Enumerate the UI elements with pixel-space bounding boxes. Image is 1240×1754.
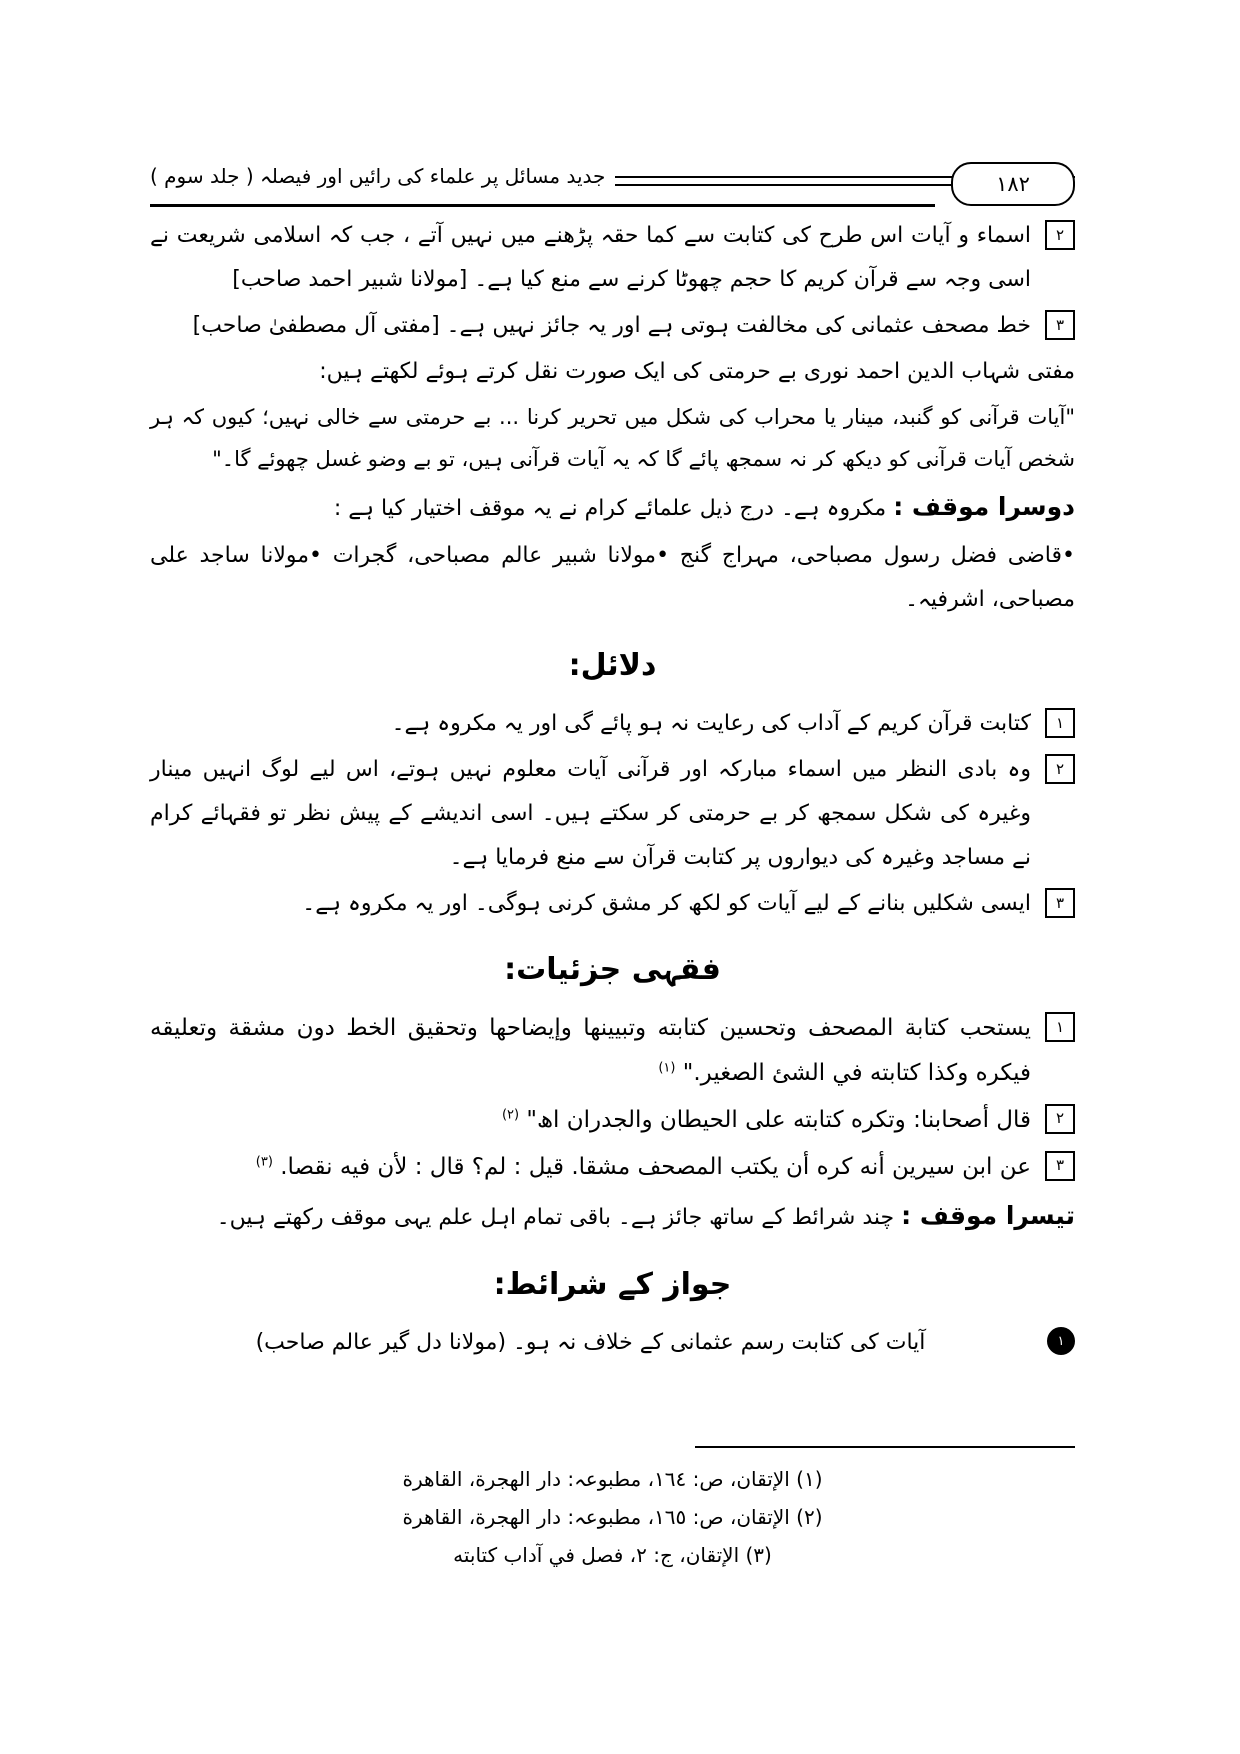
- intro-line: مفتی شہاب الدین احمد نوری بے حرمتی کی ایک صورت نقل کرتے ہوئے لکھتے ہیں:: [319, 359, 1075, 384]
- list-item: [150, 214, 1075, 302]
- list-item-text: وہ بادی النظر میں اسماء مبارکہ اور قرآنی آیات معلوم نہیں ہوتے، اس لیے لوگ انہیں مینار وغیرہ کی شکل سمجھ کر بے حرمتی کر سکتے ہیں۔ اسی اندیشے کے پیش نظر تو فقہائے کرام نے مساجد وغیرہ کی دیواروں پر کتابت قرآن سے منع فرمایا ہے۔: [150, 757, 1031, 870]
- second-position-lead: دوسرا موقف :: [893, 492, 1075, 521]
- block-quote: "آیات قرآنی کو گنبد، مینار یا محراب کی شکل میں تحریر کرنا ... بے حرمتی سے خالی نہیں؛ کیوں کہ ہر شخص آیات قرآنی کو دیکھ کر نہ سمجھ پائے گا کہ یہ آیات قرآنی ہیں، تو بے وضو غسل چھوئے گا۔": [150, 405, 1075, 471]
- footnote: (٢) الإتقان، ص: ١٦٥، مطبوعہ: دار الهجرة، القاهرة: [402, 1505, 823, 1529]
- page-header: [150, 160, 1075, 206]
- second-position-text: مکروہ ہے۔ درج ذیل علمائے کرام نے یہ موقف اختیار کیا ہے :: [333, 496, 887, 521]
- list-marker: ٢: [1045, 1104, 1075, 1134]
- list-marker: ١: [1045, 1012, 1075, 1042]
- list-item-text: عن ابن سیرین أنه كره أن یكتب المصحف مشقا. قیل : لم؟ قال : لأن فیه نقصا.: [280, 1153, 1031, 1180]
- footnote: (٣) الإتقان، ج: ٢، فصل في آداب كتابته: [453, 1543, 772, 1567]
- third-position: [150, 1191, 1075, 1241]
- list-item-text: خط مصحف عثمانی کی مخالفت ہوتی ہے اور یہ جائز نہیں ہے۔ [مفتی آل مصطفیٰ صاحب]: [192, 313, 1031, 338]
- list-marker: ٣: [1045, 310, 1075, 340]
- fiqhi-heading: فقہی جزئیات:: [504, 952, 721, 987]
- list-item: [150, 1006, 1075, 1096]
- list-item: [150, 304, 1075, 348]
- list-marker: ١: [1047, 1327, 1075, 1355]
- page-content: [150, 160, 1075, 1694]
- list-item: [150, 702, 1075, 746]
- conditions-heading: جواز کے شرائط:: [493, 1267, 732, 1303]
- list-item-text: اسماء و آیات اس طرح کی کتابت سے کما حقہ پڑھنے میں نہیں آتے ، جب کہ اسلامی شریعت نے اسی وجہ سے قرآن کریم کا حجم چھوٹا کرنے سے منع کیا ہے۔ [مولانا شبیر احمد صاحب]: [150, 223, 1032, 292]
- footnote-ref: (١): [658, 1060, 676, 1076]
- header-underline: [150, 204, 935, 207]
- list-marker: ٣: [1045, 888, 1075, 918]
- footnote-ref: (٢): [501, 1107, 520, 1123]
- list-item-text: قال أصحابنا: وتكره كتابته علی الحیطان والجدران اھ": [526, 1106, 1031, 1133]
- footnote-divider: [695, 1446, 1075, 1448]
- list-item: [150, 882, 1075, 926]
- page-number: ١٨٢: [951, 162, 1075, 206]
- list-item-text: ایسی شکلیں بنانے کے لیے آیات کو لکھ کر مشق کرنی ہوگی۔ اور یہ مکروہ ہے۔: [302, 891, 1031, 916]
- list-item: [150, 748, 1075, 880]
- book-title: جدید مسائل پر علماء کی رائیں اور فیصلہ ( جلد سوم ): [150, 160, 615, 192]
- third-position-text: چند شرائط کے ساتھ جائز ہے۔ باقی تمام اہل علم یہی موقف رکھتے ہیں۔: [216, 1205, 895, 1231]
- list-marker: ١: [1045, 708, 1075, 738]
- list-item-text: آیات کی کتابت رسم عثمانی کے خلاف نہ ہو۔ (مولانا دل گیر عالم صاحب): [255, 1330, 926, 1356]
- list-marker: ٣: [1045, 1151, 1075, 1181]
- list-item: [150, 1098, 1075, 1143]
- list-marker: ٢: [1045, 220, 1075, 250]
- second-position: [150, 482, 1075, 532]
- list-item-text: کتابت قرآن کریم کے آداب کی رعایت نہ ہو پائے گی اور یہ مکروہ ہے۔: [391, 711, 1031, 736]
- list-item-text: یستحب كتابة المصحف وتحسین كتابته وتبیینها وإیضاحها وتحقیق الخط دون مشقة وتعلیقه فیكره وكذا كتابته في الشئ الصغیر.": [150, 1015, 1031, 1086]
- dalail-heading: دلائل:: [568, 648, 657, 683]
- footnotes-section: [150, 1446, 1075, 1574]
- third-position-lead: تیسرا موقف :: [901, 1201, 1075, 1231]
- list-item: [150, 1321, 1075, 1365]
- list-marker: ٢: [1045, 754, 1075, 784]
- scholars-line: •قاضی فضل رسول مصباحی، مہراج گنج •مولانا شبیر عالم مصباحی، گجرات •مولانا ساجد علی مصباحی، اشرفیہ۔: [150, 543, 1075, 612]
- footnote: (١) الإتقان، ص: ١٦٤، مطبوعہ: دار الهجرة، القاهرة: [402, 1467, 823, 1491]
- footnote-ref: (٣): [255, 1153, 273, 1169]
- document-body: [150, 214, 1075, 1365]
- list-item: [150, 1145, 1075, 1190]
